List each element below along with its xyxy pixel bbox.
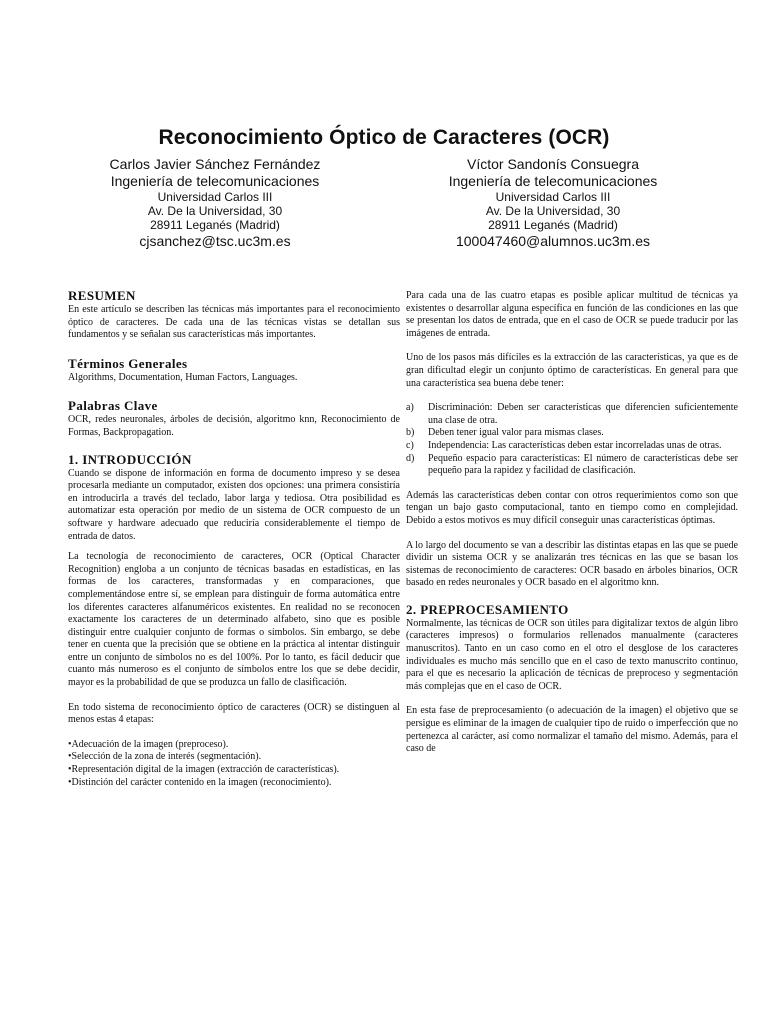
paragraph: En esta fase de preprocesamiento (o adecuación de la imagen) el objetivo que se persigue es eliminar de la imagen de cualquier tipo de ruido o imperfección que no pertenezca al carácter, así como normalizar el tamaño del mismo. Además, para el caso de (406, 705, 738, 755)
author-block-2 (403, 156, 703, 251)
paper-title: Reconocimiento Óptico de Caracteres (OCR) (158, 126, 610, 149)
paragraph: Cuando se dispone de información en forma de documento impreso y se desea procesarla mediante un computador, existen dos opciones: una primera consistiría en introducirla a través del teclado, labor larga y tediosa. Otra posibilidad es automatizar esta operación por medio de un sistema de OCR compuesto de un software y hardware adecuado que reduciría considerablemente el tiempo de entrada de datos. (68, 467, 400, 542)
list-item: •Adecuación de la imagen (preproceso). (68, 738, 229, 750)
author-address: Av. De la Universidad, 30 (147, 204, 283, 218)
list-item (406, 440, 738, 453)
list-item (406, 427, 738, 440)
paragraph: En todo sistema de reconocimiento óptico de caracteres (OCR) se distinguen al menos estas 4 etapas: (68, 701, 400, 726)
paragraph: Normalmente, las técnicas de OCR son útiles para digitalizar textos de algún libro (caracteres impresos) o formularios rellenados manualmente (caracteres manuscritos). Tanto en un caso como en el otro el desglose de los caracteres individuales es mucho más sencillo que en el caso de texto manuscrito continuo, para el que es necesario la aplicación de técnicas de preproceso y segmentación más complejas que en el caso de OCR. (406, 617, 738, 692)
list-item: •Distinción del carácter contenido en la imagen (reconocimiento). (68, 776, 332, 788)
paragraph: La tecnología de reconocimiento de caracteres, OCR (Optical Character Recognition) engloba a un conjunto de técnicas basadas en estadísticas, en las formas de los caracteres, transformadas y en comparaciones, que complementándose entre sí, se emplean para distinguir de forma automática entre los diferentes caracteres alfanuméricos existentes. En realidad no se reconocen exactamente los caracteres de un determinado alfabeto, sino que es posible distinguir entre cualquier conjunto de formas o símbolos. Sin embargo, se debe tener en cuenta que la precisión que se obtiene en la práctica al intentar distinguir entre un conjunto de símbolos no es del 100%. Por lo tanto, es fácil deducir que cuanto más numeroso es el conjunto de símbolos entre los que se debe decidir, mayor es la probabilidad de que se produzca un fallo de clasificación. (68, 551, 400, 689)
author-address: Av. De la Universidad, 30 (485, 204, 621, 218)
list-marker: d) (406, 452, 415, 464)
terminos-text: Algorithms, Documentation, Human Factors, Languages. (68, 371, 298, 383)
list-text: Discriminación: Deben ser características que diferencien suficientemente una clase de otra. (428, 402, 738, 426)
left-column (68, 288, 400, 789)
list-text: Deben tener igual valor para mismas clases. (428, 427, 604, 439)
section-heading-introduccion: 1. INTRODUCCIÓN (68, 451, 192, 467)
author-university: Universidad Carlos III (495, 190, 611, 204)
author-department: Ingeniería de telecomunicaciones (448, 173, 658, 189)
author-email: cjsanchez@tsc.uc3m.es (139, 233, 291, 249)
author-university: Universidad Carlos III (157, 190, 273, 204)
author-name: Víctor Sandonís Consuegra (467, 156, 639, 172)
list-marker: c) (406, 439, 414, 451)
list-marker: b) (406, 427, 415, 439)
section-heading-terminos: Términos Generales (68, 355, 188, 371)
section-heading-resumen: RESUMEN (68, 288, 136, 303)
list-text: Pequeño espacio para características: El número de características debe ser pequeño para la rapidez y facilidad de clasificación. (428, 452, 738, 477)
list-item: •Selección de la zona de interés (segmentación). (68, 751, 262, 763)
author-email: 100047460@alumnos.uc3m.es (455, 233, 650, 249)
list-item (406, 402, 738, 427)
author-city: 28911 Leganés (Madrid) (488, 218, 618, 232)
characteristics-list (406, 402, 738, 478)
list-item: •Representación digital de la imagen (extracción de características). (68, 764, 340, 776)
list-item (406, 453, 738, 478)
right-column (406, 290, 738, 756)
section-heading-preprocesamiento: 2. PREPROCESAMIENTO (406, 601, 569, 617)
abstract-text: En este artículo se describen las técnicas más importantes para el reconocimiento óptico de caracteres. De cada una de las técnicas vistas se detallan sus fundamentos y se señalan sus características más importantes. (68, 304, 400, 341)
section-heading-palabras: Palabras Clave (68, 398, 158, 414)
keywords-text: OCR, redes neuronales, árboles de decisión, algoritmo knn, Reconocimiento de Formas, Backpropagation. (68, 414, 400, 438)
list-text: Independencia: Las características deben estar incorreladas unas de otras. (428, 439, 722, 451)
author-block-1 (65, 156, 365, 251)
paragraph: Además las características deben contar con otros requerimientos como son que tengan un bajo gasto computacional, tanto en tiempo como en complejidad. Debido a estos motivos es muy difícil conseguir unas características óptimas. (406, 489, 738, 526)
paragraph: Para cada una de las cuatro etapas es posible aplicar multitud de técnicas ya existentes o desarrollar alguna específica en función de las condiciones en las que se presentan los datos de entrada, que en el caso de OCR se puede traducir por las imágenes de entrada. (406, 290, 738, 339)
list-marker: a) (406, 402, 414, 414)
paragraph: A lo largo del documento se van a describir las distintas etapas en las que se puede dividir un sistema OCR y se analizarán tres técnicas en las que se basan los sistemas de reconocimiento de caracteres: OCR basado en árboles binarios, OCR basado en redes neuronales y OCR basado en el algoritmo knn. (406, 539, 738, 589)
stages-list (68, 739, 400, 789)
author-name: Carlos Javier Sánchez Fernández (109, 156, 321, 172)
author-city: 28911 Leganés (Madrid) (150, 218, 280, 232)
author-department: Ingeniería de telecomunicaciones (110, 173, 320, 189)
paragraph: Uno de los pasos más difíciles es la extracción de las características, ya que es de gran dificultad elegir un conjunto óptimo de características. En general para que una característica sea buena debe tener: (406, 352, 738, 389)
